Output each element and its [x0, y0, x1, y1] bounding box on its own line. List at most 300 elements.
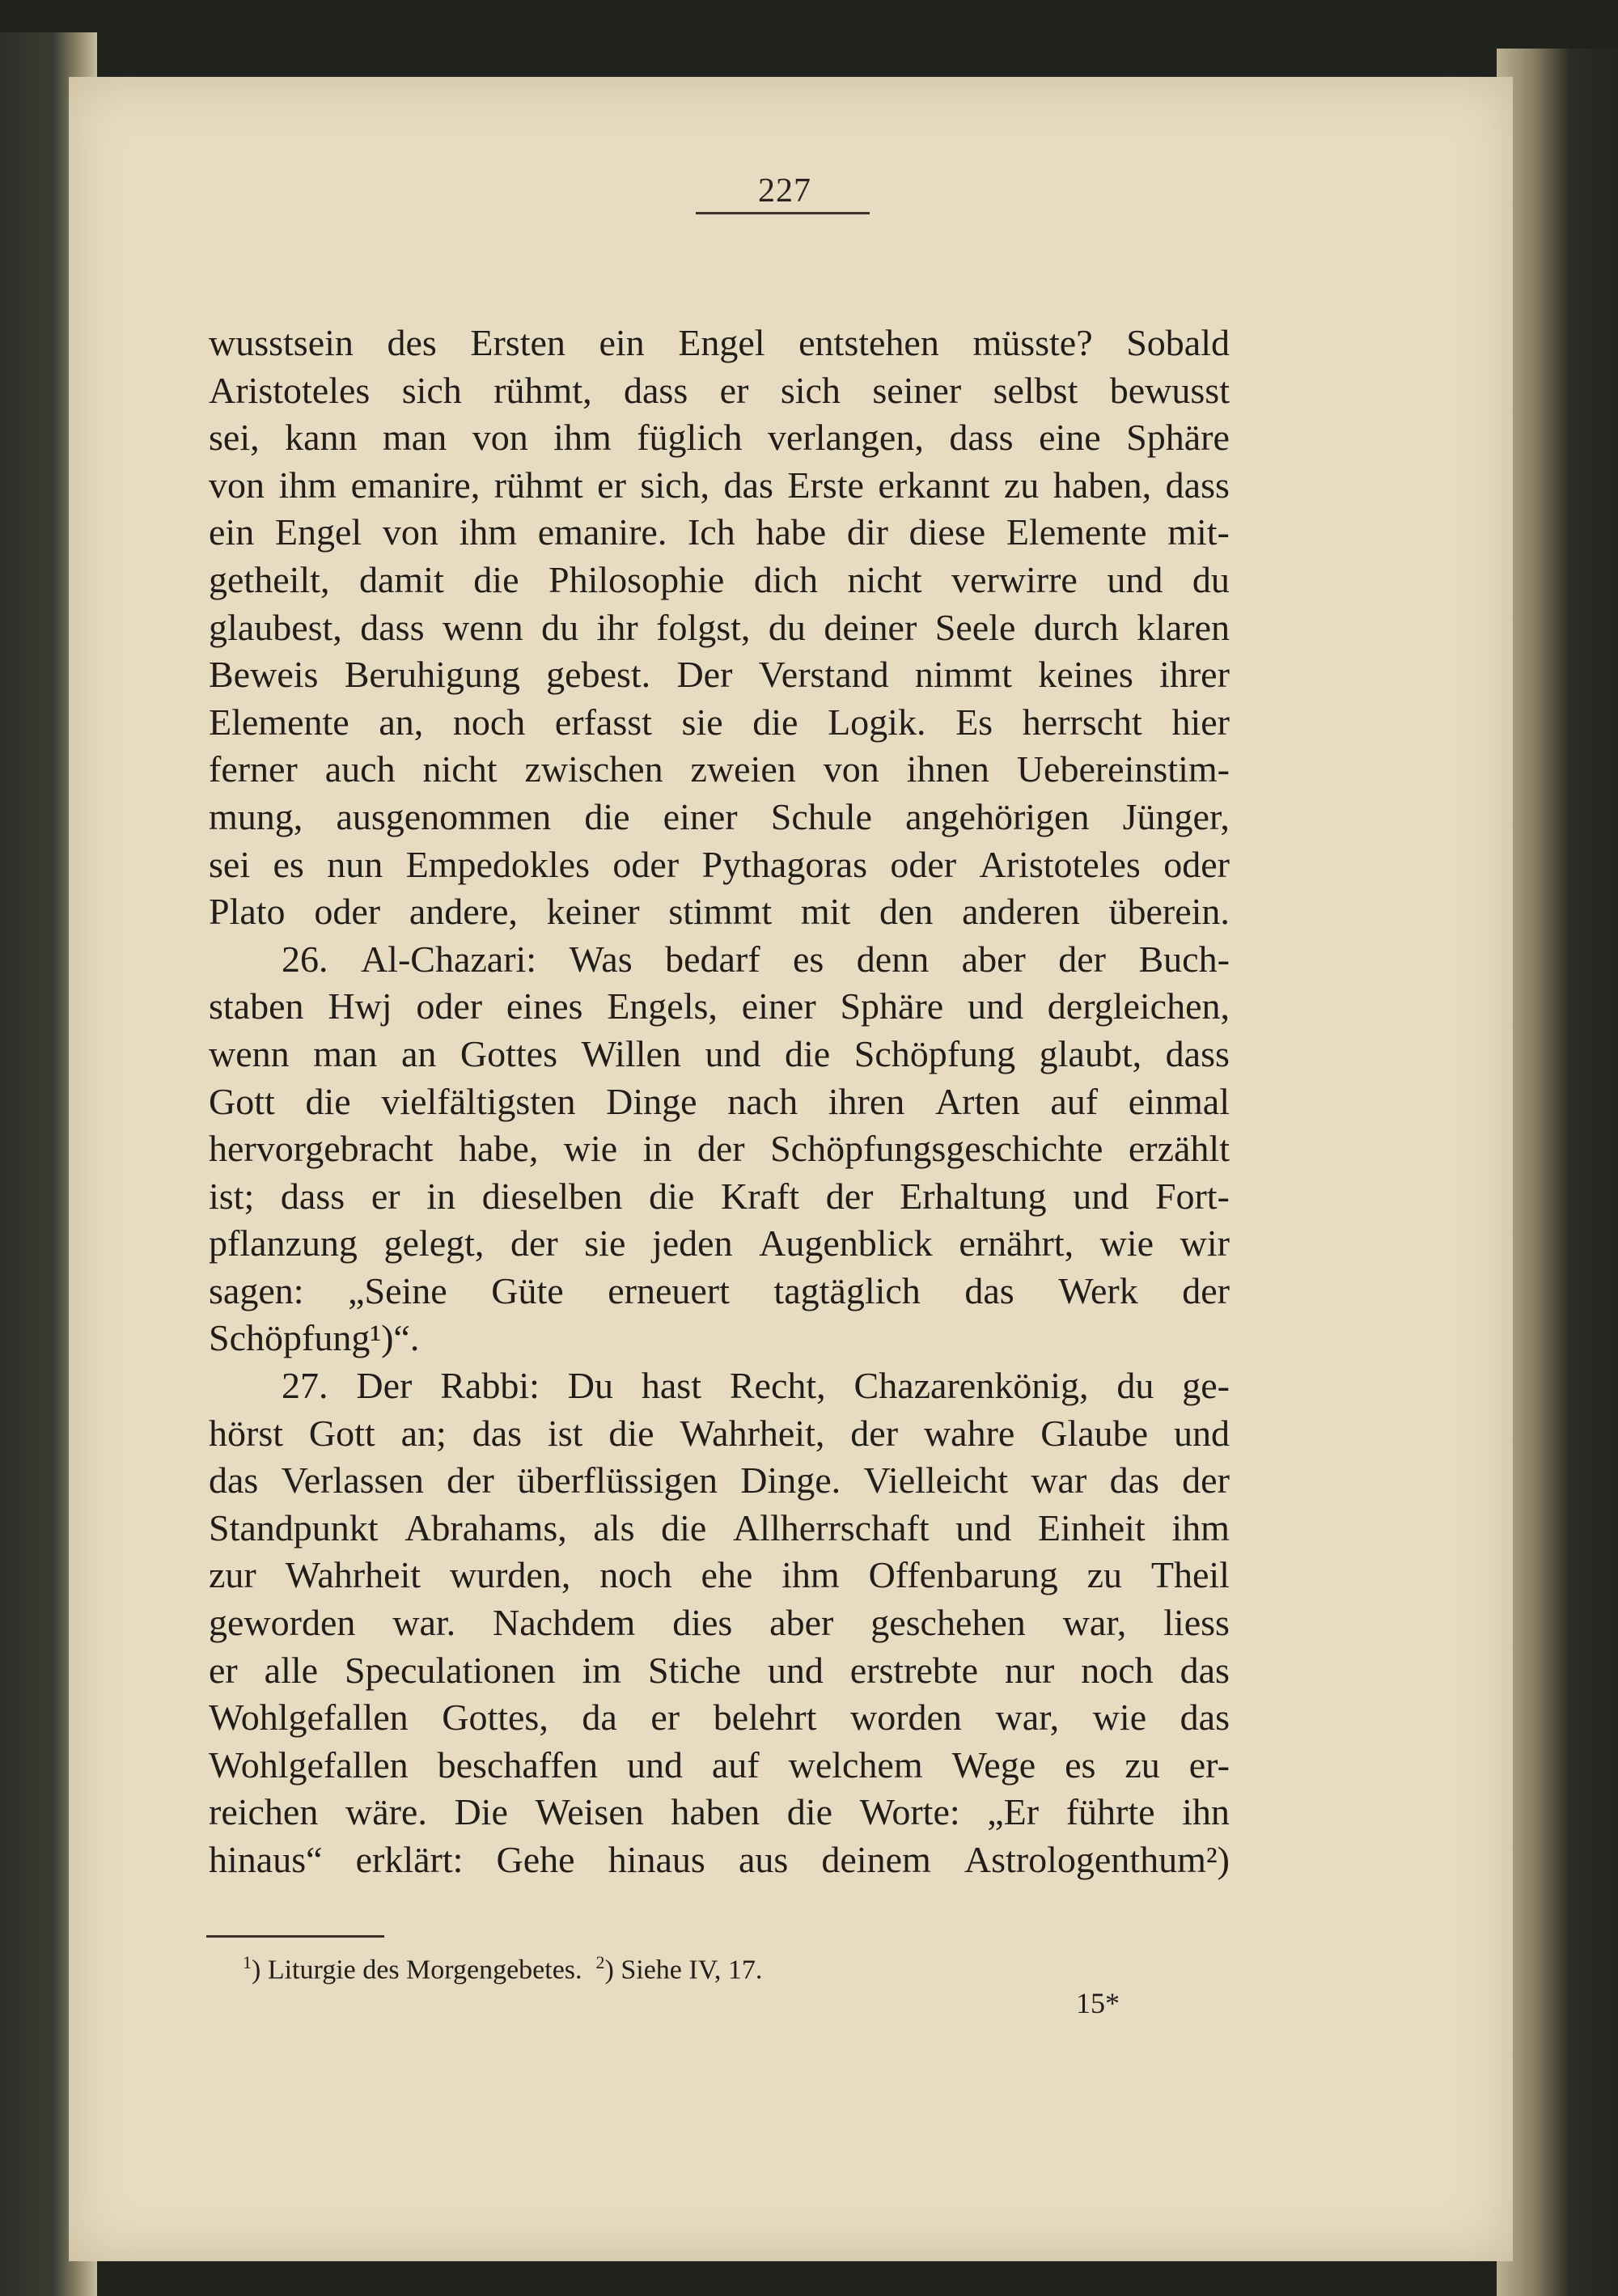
word: Logik. [828, 701, 926, 743]
word: und [1173, 1412, 1230, 1454]
footnotes [243, 1952, 1052, 1985]
word: er [650, 1697, 680, 1739]
word: ihr [596, 606, 638, 648]
word: der [510, 1222, 558, 1264]
word: erstrebte [849, 1649, 979, 1691]
text-line [209, 1742, 1230, 1790]
word: Fort- [1154, 1175, 1230, 1217]
word: das [1180, 1697, 1230, 1739]
text-line [209, 983, 1230, 1031]
word: Worte: [859, 1791, 960, 1833]
word: er [597, 464, 626, 506]
word: erkannt [878, 464, 990, 506]
word: sei, [209, 417, 260, 459]
word: das [1109, 1459, 1159, 1502]
word: jeden [651, 1222, 733, 1264]
text-line [209, 1694, 1230, 1742]
word: wie [563, 1128, 618, 1170]
word: liess [1163, 1602, 1230, 1644]
word: Vielleicht [863, 1459, 1009, 1502]
word: ihn [1182, 1791, 1230, 1833]
word: Schöpfungsgeschichte [770, 1128, 1103, 1170]
text-line [209, 1599, 1230, 1647]
word: ferner [209, 748, 298, 790]
footnote-2-text: ) Siehe IV, 17. [604, 1955, 763, 1985]
word: Die [454, 1791, 508, 1833]
word: durch [1033, 606, 1119, 648]
word: in [426, 1175, 456, 1217]
word: Augenblick [759, 1222, 933, 1264]
text-line [209, 841, 1230, 889]
word: einer [741, 985, 816, 1027]
word: damit [359, 558, 444, 600]
word: Wahrheit [285, 1554, 421, 1596]
text-line [209, 1457, 1230, 1505]
word: getheilt, [209, 558, 330, 600]
word: reichen [209, 1791, 319, 1833]
header-rule [696, 212, 870, 214]
text-line [209, 699, 1230, 747]
word: sich [401, 369, 462, 411]
word: Speculationen [344, 1649, 556, 1691]
word: er [371, 1175, 400, 1217]
word: ist; [209, 1175, 255, 1217]
word: vielfältigsten [381, 1080, 576, 1122]
word: erneuert [608, 1269, 730, 1311]
word: ge- [1182, 1365, 1230, 1407]
word: Pythagoras [701, 843, 867, 885]
word: dir [846, 511, 888, 553]
text-line [209, 1362, 1230, 1410]
word: eines [506, 985, 583, 1027]
word: bedarf [665, 938, 760, 980]
word: nach [727, 1080, 798, 1122]
text-line [209, 1031, 1230, 1078]
word: worden [849, 1697, 962, 1739]
word: Uebereinstim- [1016, 748, 1230, 790]
word: mung, [209, 795, 303, 837]
word: Elemente [1006, 511, 1147, 553]
text-line [209, 936, 1230, 984]
word: dass [624, 369, 688, 411]
word: bewusst [1109, 369, 1230, 411]
word: sie [584, 1222, 626, 1264]
word: du [1192, 558, 1230, 600]
word: es [1065, 1743, 1096, 1786]
text-line [209, 794, 1230, 841]
word: gebest. [546, 654, 651, 696]
word: war, [995, 1697, 1060, 1739]
word: wenn [442, 606, 523, 648]
word: dass [280, 1175, 345, 1217]
word: die [752, 701, 798, 743]
text-line [209, 746, 1230, 794]
word: der [1182, 1269, 1230, 1311]
word: war [1031, 1459, 1087, 1502]
word: Recht, [729, 1365, 826, 1407]
word: habe, [459, 1128, 539, 1170]
word: das [209, 1459, 259, 1502]
footnote-mark-2: 2 [595, 1952, 605, 1972]
word: aus [738, 1839, 789, 1880]
word: nicht [847, 558, 922, 600]
text-line [209, 1789, 1230, 1836]
word: erklärt: [355, 1839, 464, 1880]
word: Al-Chazari: [360, 938, 537, 980]
word: Offenbarung [868, 1554, 1058, 1596]
word: man [383, 417, 447, 459]
word: im [582, 1649, 622, 1691]
word: Buch- [1138, 938, 1230, 980]
text-line [209, 1410, 1230, 1458]
word: in [642, 1128, 672, 1170]
word: dass [360, 606, 425, 648]
word: Arten [934, 1080, 1020, 1122]
word: Philosophie [549, 558, 725, 600]
word: Jünger, [1122, 795, 1230, 837]
word: von [382, 511, 438, 553]
word: die [608, 1412, 654, 1454]
word: haben [671, 1791, 760, 1833]
word: Stiche [647, 1649, 741, 1691]
text-line [209, 1125, 1230, 1173]
word: er- [1188, 1743, 1230, 1786]
word: Beruhigung [344, 654, 520, 696]
word: es [273, 843, 304, 885]
word: die [786, 1791, 832, 1833]
word: noch [452, 701, 526, 743]
word: noch [599, 1554, 672, 1596]
word: ihren [828, 1080, 905, 1122]
word: ernährt, [959, 1222, 1074, 1264]
word: rühmt, [493, 369, 592, 411]
word: nun [327, 843, 383, 885]
footnote-1-text: ) Liturgie des Morgengebetes. [252, 1955, 582, 1985]
word: nimmt [914, 654, 1013, 696]
word: ihrer [1159, 654, 1230, 696]
word: beschaffen [437, 1743, 598, 1786]
word: Gott [308, 1412, 375, 1454]
word: die [649, 1175, 695, 1217]
word: Wahrheit, [680, 1412, 825, 1454]
word: nicht [422, 748, 498, 790]
word: zwischen [524, 748, 663, 790]
word: Nachdem [493, 1602, 636, 1644]
body-text [209, 320, 1230, 1884]
word: er [209, 1649, 238, 1691]
word: zweien [690, 748, 796, 790]
word: sich [780, 369, 841, 411]
word: der [1182, 1459, 1230, 1502]
word: rühmt [493, 464, 583, 506]
word: der [1058, 938, 1107, 980]
text-line [209, 1647, 1230, 1695]
word: hörst [209, 1412, 283, 1454]
word: die [584, 795, 630, 837]
word: sagen: [209, 1269, 304, 1311]
word: Es [955, 701, 993, 743]
word: nur [1005, 1649, 1055, 1691]
word: herrscht [1022, 701, 1142, 743]
word: „Seine [348, 1269, 447, 1311]
word: Abrahams, [404, 1506, 567, 1548]
word: oder [416, 985, 483, 1027]
word: wir [1180, 1222, 1230, 1264]
word: und [626, 1743, 683, 1786]
word: Weisen [535, 1791, 644, 1833]
word: sich, [640, 464, 710, 506]
word: Dinge. [740, 1459, 841, 1502]
word: Astrologenthum²) [964, 1839, 1230, 1880]
word: den [879, 891, 934, 933]
word: „Er [987, 1791, 1040, 1833]
word: Chazarenkönig, [853, 1365, 1089, 1407]
word: der [850, 1412, 899, 1454]
signature-mark: 15* [1076, 1987, 1120, 2019]
word: entstehen [798, 322, 939, 363]
word: hier [1171, 701, 1230, 743]
text-line [209, 1505, 1230, 1553]
word: Wohlgefallen [209, 1697, 409, 1739]
word: Sobald [1126, 322, 1230, 363]
text-line [209, 367, 1230, 415]
footnote-rule [206, 1935, 384, 1938]
word: glaubt, [1039, 1032, 1142, 1074]
word: Gottes, [442, 1697, 549, 1739]
word: ist [547, 1412, 583, 1454]
word: ausgenommen [336, 795, 552, 837]
text-line [209, 651, 1230, 699]
word: Kraft [720, 1175, 800, 1217]
word: Wohlgefallen [209, 1743, 409, 1786]
text-line [209, 557, 1230, 604]
text-line [209, 604, 1230, 652]
word: ihnen [906, 748, 989, 790]
word: du [541, 606, 579, 648]
word: Güte [491, 1269, 564, 1311]
word: Empedokles [405, 843, 591, 885]
word: oder [890, 843, 957, 885]
word: Willen [581, 1032, 681, 1074]
word: Rabbi: [440, 1365, 540, 1407]
word: belehrt [713, 1697, 817, 1739]
word: dich [753, 558, 819, 600]
word: Ich [687, 511, 735, 553]
word: und [955, 1506, 1012, 1548]
word: an [400, 1032, 437, 1074]
word: staben [209, 985, 304, 1027]
word: an; [400, 1412, 447, 1454]
word: Was [569, 938, 633, 980]
word: hinaus“ [209, 1839, 323, 1880]
word: einmal [1128, 1080, 1230, 1122]
word: dergleichen, [1047, 985, 1230, 1027]
word: klaren [1137, 606, 1230, 648]
word: erfasst [554, 701, 652, 743]
word: war, [1062, 1602, 1127, 1644]
word: pflanzung [209, 1222, 358, 1264]
word: Glaube [1040, 1412, 1149, 1454]
word: noch [1081, 1649, 1154, 1691]
text-line [209, 509, 1230, 557]
word: das [723, 464, 773, 506]
word: wahre [923, 1412, 1015, 1454]
word: denn [856, 938, 930, 980]
text-line [209, 1220, 1230, 1268]
word: angehörigen [905, 795, 1090, 837]
word: müsste? [972, 322, 1093, 363]
word: auf [711, 1743, 760, 1786]
word: überflüssigen [517, 1459, 718, 1502]
word: Allherrschaft [732, 1506, 930, 1548]
word: Dinge [606, 1080, 697, 1122]
word: wurden, [449, 1554, 571, 1596]
word: Erste [787, 464, 864, 506]
word: Standpunkt [209, 1506, 379, 1548]
word: aber [769, 1602, 834, 1644]
word: Aristoteles [209, 369, 371, 411]
word: 26. [282, 938, 328, 980]
word: Sphäre [1126, 417, 1230, 459]
word: und [767, 1649, 824, 1691]
word: oder [612, 843, 680, 885]
word: deinem [821, 1839, 931, 1880]
word: kann [285, 417, 358, 459]
word: Einheit [1037, 1506, 1146, 1548]
word: 27. [282, 1365, 328, 1407]
word: das [472, 1412, 523, 1454]
word: diese [909, 511, 986, 553]
word: Seele [934, 606, 1016, 648]
word: dies [672, 1602, 733, 1644]
footnote-mark-1: 1 [243, 1952, 252, 1972]
word: die [473, 558, 519, 600]
word: von [209, 464, 265, 506]
word: mit [800, 891, 851, 933]
word: und [1073, 1175, 1129, 1217]
word: Aristoteles [979, 843, 1141, 885]
word: führte [1065, 1791, 1155, 1833]
word: ein [209, 511, 255, 553]
word: zur [209, 1554, 256, 1596]
text-line [209, 462, 1230, 510]
word: zu [1086, 1554, 1123, 1596]
word: Schöpfung¹)“. [209, 1317, 420, 1359]
word: alle [264, 1649, 319, 1691]
word: wie [1092, 1697, 1147, 1739]
word: deiner [824, 606, 917, 648]
word: verwirre [951, 558, 1078, 600]
word: Du [567, 1365, 613, 1407]
word: Verstand [758, 654, 889, 696]
word: verlangen, [768, 417, 924, 459]
word: keiner [546, 891, 640, 933]
word: wenn [209, 1032, 290, 1074]
word: von [823, 748, 879, 790]
text-line [209, 1552, 1230, 1599]
word: Ersten [470, 322, 565, 363]
word: ihm [459, 511, 518, 553]
word: Elemente [209, 701, 349, 743]
text-line [209, 1836, 1230, 1884]
page-number: 227 [758, 172, 811, 210]
word: er [719, 369, 749, 411]
word: auch [324, 748, 396, 790]
word: sei [209, 843, 251, 885]
word: emanire, [350, 464, 481, 506]
book-cover-right-edge [1497, 49, 1618, 2296]
word: geworden [209, 1602, 356, 1644]
word: hervorgebracht [209, 1128, 434, 1170]
word: Der [356, 1365, 413, 1407]
text-line [209, 1315, 1230, 1362]
word: wie [1099, 1222, 1154, 1264]
word: als [593, 1506, 635, 1548]
word: füglich [637, 417, 743, 459]
word: folgst, [656, 606, 751, 648]
word: an, [379, 701, 424, 743]
word: Sphäre [840, 985, 944, 1027]
word: glaubest, [209, 606, 342, 648]
word: Gehe [496, 1839, 575, 1880]
word: es [793, 938, 824, 980]
text-line [209, 1078, 1230, 1126]
word: geschehen [870, 1602, 1026, 1644]
text-line [209, 1173, 1230, 1221]
word: dass [949, 417, 1014, 459]
word: Wege [951, 1743, 1036, 1786]
word: Schule [770, 795, 872, 837]
word: ihm [553, 417, 612, 459]
word: oder [314, 891, 381, 933]
word: Erhaltung [900, 1175, 1047, 1217]
word: und [1107, 558, 1163, 600]
word: eine [1039, 417, 1101, 459]
word: der [697, 1128, 745, 1170]
word: seiner [872, 369, 962, 411]
word: Engel [274, 511, 362, 553]
word: sie [681, 701, 723, 743]
word: erzählt [1128, 1128, 1230, 1170]
word: aber [961, 938, 1026, 980]
word: welchem [788, 1743, 923, 1786]
word: ihm [278, 464, 337, 506]
word: dass [1165, 464, 1230, 506]
word: Engel [678, 322, 765, 363]
word: Werk [1058, 1269, 1138, 1311]
word: oder [1163, 843, 1230, 885]
word: der [447, 1459, 494, 1502]
word: das [964, 1269, 1014, 1311]
word: emanire. [537, 511, 667, 553]
word: zu [1003, 464, 1040, 506]
word: Der [676, 654, 733, 696]
word: und [967, 985, 1023, 1027]
text-line [209, 414, 1230, 462]
word: Engels, [607, 985, 718, 1027]
word: zu [1125, 1743, 1160, 1786]
word: dass [1165, 1032, 1230, 1074]
text-line [209, 320, 1230, 367]
word: ehe [701, 1554, 753, 1596]
word: und [705, 1032, 761, 1074]
word: selbst [993, 369, 1078, 411]
word: Gottes [460, 1032, 558, 1074]
word: habe [756, 511, 827, 553]
word: du [768, 606, 806, 648]
word: auf [1050, 1080, 1099, 1122]
word: man [313, 1032, 378, 1074]
